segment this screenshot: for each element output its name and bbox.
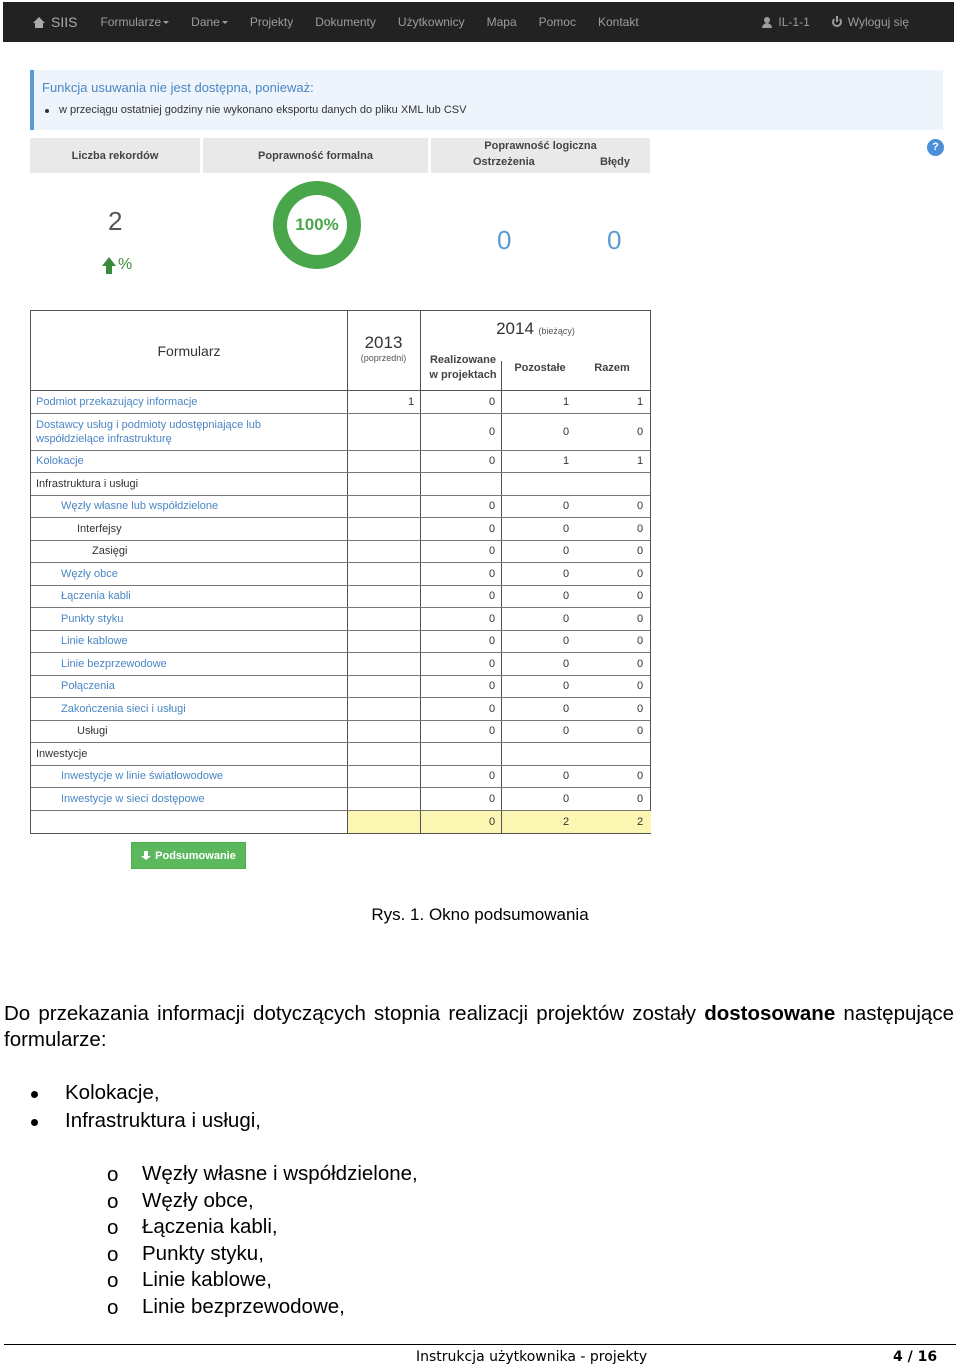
totals-row xyxy=(31,811,650,834)
cell-total: 0 xyxy=(637,657,644,670)
nav-dane[interactable]: Dane xyxy=(180,15,239,29)
sub-bullet-marker: o xyxy=(107,1242,119,1266)
table-row xyxy=(31,451,650,474)
table-row xyxy=(31,586,650,609)
nav-kontakt[interactable]: Kontakt xyxy=(597,15,639,29)
cell-total: 0 xyxy=(637,635,644,648)
cell-remaining: 0 xyxy=(563,657,570,670)
formal-pct: 100% xyxy=(287,195,347,255)
alert-title: Funkcja usuwania nie jest dostępna, ponieważ: xyxy=(42,80,314,95)
form-link[interactable]: Dostawcy usług i podmioty udostępniające lub współdzielące infrastrukturę xyxy=(36,418,262,445)
chevron-down-icon xyxy=(163,21,169,24)
cell-realized: 0 xyxy=(489,500,496,513)
form-link[interactable]: Kolokacje xyxy=(36,455,84,468)
form-label: Interfejsy xyxy=(77,522,122,535)
table-row xyxy=(31,563,650,586)
sub-bullet-marker: o xyxy=(107,1189,119,1213)
form-label: Inwestycje xyxy=(36,747,88,760)
form-label: Zasięgi xyxy=(92,545,128,558)
user-icon xyxy=(762,17,772,28)
total-remaining: 2 xyxy=(563,815,570,828)
sub-bullet-marker: o xyxy=(107,1269,119,1292)
cell-realized: 0 xyxy=(489,702,496,715)
form-label: Usługi xyxy=(77,725,108,738)
table-row xyxy=(31,541,650,564)
table-row xyxy=(31,698,650,721)
cell-total: 0 xyxy=(637,702,644,715)
table-row xyxy=(31,496,650,519)
footer-divider xyxy=(4,1344,956,1345)
cell-realized: 0 xyxy=(489,567,496,580)
table-row xyxy=(31,473,650,496)
total-realized: 0 xyxy=(489,815,496,828)
table-row xyxy=(31,766,650,789)
cell-remaining: 0 xyxy=(563,522,570,535)
table-body xyxy=(31,391,650,811)
cell-realized: 0 xyxy=(489,612,496,625)
cell-remaining: 0 xyxy=(563,635,570,648)
errors-count: 0 xyxy=(607,225,622,255)
header-records: Liczba rekordów xyxy=(30,138,200,173)
figure-caption: Rys. 1. Okno podsumowania xyxy=(371,905,589,924)
nav-projekty[interactable]: Projekty xyxy=(249,15,294,29)
table-row xyxy=(31,518,650,541)
sub-list-item: Punkty styku, xyxy=(142,1241,264,1265)
cell-realized: 0 xyxy=(489,425,496,438)
cell-remaining: 1 xyxy=(563,395,570,408)
header-form: Formularz xyxy=(157,342,221,359)
cell-total: 0 xyxy=(637,500,644,513)
form-link[interactable]: Połączenia xyxy=(61,680,115,693)
cell-realized: 0 xyxy=(489,522,496,535)
table-header xyxy=(31,311,650,391)
cell-realized: 0 xyxy=(489,680,496,693)
sub-bullet-marker: o xyxy=(107,1163,119,1186)
form-link[interactable]: Punkty styku xyxy=(61,612,124,625)
header-2014: 2014 (bieżący) xyxy=(496,319,575,338)
arrow-up-icon xyxy=(102,257,116,275)
cell-total: 0 xyxy=(637,680,644,693)
header-logic: Poprawność logiczna xyxy=(431,138,650,173)
sub-list-item: Linie kablowe, xyxy=(142,1268,272,1291)
cell-realized: 0 xyxy=(489,725,496,738)
nav-dokumenty[interactable]: Dokumenty xyxy=(315,15,376,29)
form-link[interactable]: Linie kablowe xyxy=(61,635,128,648)
cell-total: 0 xyxy=(637,425,644,438)
sub-list-item: Węzły obce, xyxy=(142,1188,254,1212)
chevron-down-icon xyxy=(222,21,228,24)
table-row xyxy=(31,788,650,811)
form-link[interactable]: Łączenia kabli xyxy=(61,590,131,603)
bullet-dot xyxy=(31,1091,38,1098)
nav-formularze[interactable]: Formularze xyxy=(89,15,180,29)
cell-total: 0 xyxy=(637,522,644,535)
table-row xyxy=(31,721,650,744)
cell-total: 1 xyxy=(637,395,644,408)
cell-total: 0 xyxy=(637,567,644,580)
warnings-count: 0 xyxy=(497,225,512,255)
form-label: Infrastruktura i usługi xyxy=(36,477,139,490)
user-label: IL-1-1 xyxy=(778,15,810,29)
top-navbar xyxy=(3,2,954,42)
home-icon xyxy=(33,17,45,28)
cell-remaining: 0 xyxy=(563,702,570,715)
list-item: Kolokacje, xyxy=(65,1081,160,1104)
form-link[interactable]: Linie bezprzewodowe xyxy=(61,657,167,670)
cell-remaining: 1 xyxy=(563,455,570,468)
cell-remaining: 0 xyxy=(563,725,570,738)
power-icon xyxy=(832,17,842,27)
download-icon xyxy=(141,851,151,861)
cell-total: 0 xyxy=(637,792,644,805)
alert-item: w przeciągu ostatniej godziny nie wykonano eksportu danych do pliku XML lub CSV xyxy=(42,104,943,116)
cell-remaining: 0 xyxy=(563,425,570,438)
cell-remaining: 0 xyxy=(563,567,570,580)
user-menu[interactable] xyxy=(751,15,820,29)
cell-total: 1 xyxy=(637,455,644,468)
header-warnings: Ostrzeżenia xyxy=(473,156,535,168)
header-remaining: Pozostałe xyxy=(514,362,566,374)
nav-mapa[interactable]: Mapa xyxy=(486,15,517,29)
page-number: 4 / 16 xyxy=(893,1349,938,1365)
info-alert xyxy=(30,70,943,130)
cell-realized: 0 xyxy=(489,635,496,648)
summary-button[interactable]: Podsumowanie xyxy=(131,842,246,869)
form-link[interactable]: Inwestycje w linie światłowodowe xyxy=(61,770,224,783)
form-link[interactable]: Inwestycje w sieci dostępowe xyxy=(61,792,205,805)
cell-total: 0 xyxy=(637,545,644,558)
table-row xyxy=(31,414,650,451)
forms-table xyxy=(30,310,651,834)
nav-uzytkownicy[interactable]: Użytkownicy xyxy=(397,15,465,29)
cell-realized: 0 xyxy=(489,395,496,408)
sub-list-item: Linie bezprzewodowe, xyxy=(142,1294,345,1318)
cell-total: 0 xyxy=(637,725,644,738)
header-total: Razem xyxy=(594,362,630,374)
cell-total: 0 xyxy=(637,770,644,783)
form-link[interactable]: Węzły własne lub współdzielone xyxy=(61,500,219,513)
cell-remaining: 0 xyxy=(563,590,570,603)
table-row xyxy=(31,631,650,654)
sub-list-item: Łączenia kabli, xyxy=(142,1215,278,1238)
header-errors: Błędy xyxy=(600,156,630,168)
form-link[interactable]: Węzły obce xyxy=(61,567,118,580)
header-realized: Realizowane w projektach xyxy=(429,354,497,381)
records-pct: % xyxy=(118,256,133,273)
form-link[interactable]: Podmiot przekazujący informacje xyxy=(36,395,198,408)
cell-realized: 0 xyxy=(489,792,496,805)
cell-realized: 0 xyxy=(489,545,496,558)
cell-remaining: 0 xyxy=(563,500,570,513)
logout-label: Wyloguj się xyxy=(847,15,909,29)
table-row xyxy=(31,743,650,766)
table-row xyxy=(31,608,650,631)
cell-remaining: 0 xyxy=(563,680,570,693)
header-formal: Poprawność formalna xyxy=(203,138,428,173)
body-paragraph: Do przekazania informacji dotyczących stopnia realizacji projektów zostały dostosowane następujące formularze: xyxy=(4,1002,954,1051)
cell-2013: 1 xyxy=(408,395,415,408)
table-row xyxy=(31,653,650,676)
cell-remaining: 0 xyxy=(563,545,570,558)
cell-remaining: 0 xyxy=(563,770,570,783)
records-count: 2 xyxy=(108,206,123,236)
brand-label: SIIS xyxy=(51,14,78,30)
cell-remaining: 0 xyxy=(563,612,570,625)
cell-realized: 0 xyxy=(489,770,496,783)
cell-realized: 0 xyxy=(489,455,496,468)
cell-realized: 0 xyxy=(489,657,496,670)
cell-total: 0 xyxy=(637,590,644,603)
table-row xyxy=(31,391,650,414)
total-sum: 2 xyxy=(637,815,644,828)
help-icon[interactable]: ? xyxy=(927,139,944,156)
brand-link[interactable] xyxy=(3,14,89,30)
list-item: Infrastruktura i usługi, xyxy=(65,1109,261,1132)
cell-remaining: 0 xyxy=(563,792,570,805)
form-link[interactable]: Zakończenia sieci i usługi xyxy=(61,702,186,715)
sub-list-item: Węzły własne i współdzielone, xyxy=(142,1162,418,1185)
table-row xyxy=(31,676,650,699)
formal-donut xyxy=(273,181,361,269)
header-2013: 2013 (poprzedni) xyxy=(360,333,407,363)
logout-link[interactable] xyxy=(821,15,920,29)
footer-title: Instrukcja użytkownika - projekty xyxy=(416,1349,648,1365)
sub-bullet-marker: o xyxy=(107,1216,119,1239)
sub-bullet-marker: o xyxy=(107,1295,119,1319)
cell-total: 0 xyxy=(637,612,644,625)
cell-realized: 0 xyxy=(489,590,496,603)
bullet-dot xyxy=(31,1119,38,1126)
nav-pomoc[interactable]: Pomoc xyxy=(538,15,576,29)
